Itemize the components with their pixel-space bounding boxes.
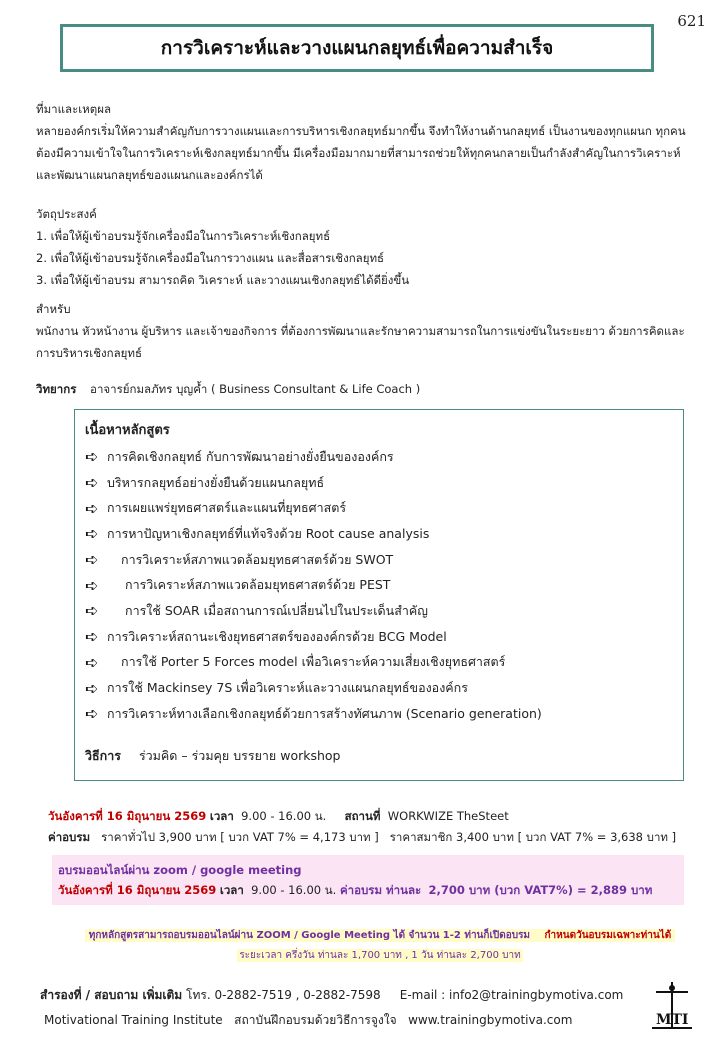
arrow-icon: ➪ <box>85 627 99 647</box>
inquiry-label: สำรองที่ / สอบถาม เพิ่มเติม <box>40 988 183 1002</box>
org-line <box>44 1011 572 1030</box>
fee-line <box>48 827 698 847</box>
org-en: Motivational Training Institute <box>44 1013 223 1027</box>
phone: โทร. 0-2882-7519 , 0-2882-7598 <box>186 988 381 1002</box>
course-item: ➪ การใช้ SOAR เมื่อสถานการณ์เปลี่ยนไปในประเด็นสำคัญ <box>85 601 428 621</box>
arrow-icon: ➪ <box>85 473 99 493</box>
website-link[interactable]: www.trainingbymotiva.com <box>408 1013 573 1027</box>
course-item: ➪ บริหารกลยุทธ์อย่างยั่งยืนด้วยแผนกลยุทธ์ <box>85 473 325 493</box>
audience-heading: สำหรับ <box>36 302 71 316</box>
method-line <box>85 746 341 766</box>
objectives-section <box>36 203 686 291</box>
method-label: วิธีการ <box>85 748 121 763</box>
schedule-time-label: เวลา <box>209 809 234 823</box>
course-title: เนื้อหาหลักสูตร <box>85 423 170 438</box>
online-fee-label: ค่าอบรม ท่านละ <box>339 883 422 897</box>
arrow-icon: ➪ <box>85 652 99 672</box>
course-content-box <box>74 409 684 781</box>
online-time: 9.00 - 16.00 น. <box>251 883 337 897</box>
notice-line2: ระยะเวลา ครึ่งวัน ท่านละ 1,700 บาท , 1 วัน ท่านละ 2,700 บาท <box>239 950 521 961</box>
arrow-icon: ➪ <box>85 678 99 698</box>
objective-item: 3. เพื่อให้ผู้เข้าอบรม สามารถคิด วิเคราะห์ และวางแผนเชิงกลยุทธ์ได้ดียิ่งขึ้น <box>36 273 410 287</box>
venue-label: สถานที่ <box>344 809 381 823</box>
course-item: ➪ การเผยแพร่ยุทธศาสตร์และแผนที่ยุทธศาสตร์ <box>85 498 347 518</box>
schedule-line <box>48 806 698 826</box>
mti-logo <box>650 980 694 1030</box>
course-item: ➪ การใช้ Mackinsey 7S เพื่อวิเคราะห์และวางแผนกลยุทธ์ขององค์กร <box>85 678 468 698</box>
logo-text: MTI <box>656 1012 689 1028</box>
venue: WORKWIZE TheSteet <box>387 809 509 823</box>
schedule-date: วันอังคารที่ 16 มิถุนายน 2569 <box>48 809 207 823</box>
online-box <box>52 855 684 905</box>
arrow-icon: ➪ <box>85 498 99 518</box>
audience-body: พนักงาน หัวหน้างาน ผู้บริหาร และเจ้าของกิจการ ที่ต้องการพัฒนาและรักษาความสามารถในการแข่งขันในระยะยาว ด้วยการคิดและการบริหารเชิงกลยุทธ์ <box>36 324 685 360</box>
arrow-icon: ➪ <box>85 575 99 595</box>
course-item: ➪ การคิดเชิงกลยุทธ์ กับการพัฒนาอย่างยั่งยืนขององค์กร <box>85 447 394 467</box>
objective-item: 2. เพื่อให้ผู้เข้าอบรมรู้จักเครื่องมือในการวางแผน และสื่อสารเชิงกลยุทธ์ <box>36 251 385 265</box>
online-fee: 2,700 บาท (บวก VAT7%) = 2,889 บาท <box>428 883 653 897</box>
background-heading: ที่มาและเหตุผล <box>36 102 112 116</box>
arrow-icon: ➪ <box>85 524 99 544</box>
method-value: ร่วมคิด – ร่วมคุย บรรยาย workshop <box>138 748 341 763</box>
arrow-icon: ➪ <box>85 601 99 621</box>
page-title: การวิเคราะห์และวางแผนกลยุทธ์เพื่อความสำเร็จ <box>160 37 554 59</box>
fee-label: ค่าอบรม <box>48 830 91 844</box>
objective-item: 1. เพื่อให้ผู้เข้าอบรมรู้จักเครื่องมือในการวิเคราะห์เชิงกลยุทธ์ <box>36 229 331 243</box>
lecturer-line <box>36 381 420 399</box>
fee-general: ราคาทั่วไป 3,900 บาท [ บวก VAT 7% = 4,173 บาท ] <box>101 830 379 844</box>
course-item: ➪ การใช้ Porter 5 Forces model เพื่อวิเคราะห์ความเสี่ยงเชิงยุทธศาสตร์ <box>85 652 506 672</box>
schedule-time: 9.00 - 16.00 น. <box>241 809 327 823</box>
notice-line1-highlight: กำหนดวันอบรมเฉพาะท่านได้ <box>544 930 672 941</box>
course-item: ➪ การวิเคราะห์สภาพแวดล้อมยุทธศาสตร์ด้วย SWOT <box>85 550 394 570</box>
course-item: ➪ การวิเคราะห์สภาพแวดล้อมยุทธศาสตร์ด้วย PEST <box>85 575 391 595</box>
notice <box>60 926 700 966</box>
title-box <box>60 24 654 72</box>
page-number: 621 <box>677 12 706 30</box>
course-item: ➪ การวิเคราะห์ทางเลือกเชิงกลยุทธ์ด้วยการสร้างทัศนภาพ (Scenario generation) <box>85 704 542 724</box>
contact-line <box>40 986 623 1005</box>
arrow-icon: ➪ <box>85 447 99 467</box>
fee-member: ราคาสมาชิก 3,400 บาท [ บวก VAT 7% = 3,638 บาท ] <box>389 830 677 844</box>
logo-dot <box>669 985 675 991</box>
org-th: สถาบันฝึกอบรมด้วยวิธีการจูงใจ <box>234 1013 397 1027</box>
background-section <box>36 98 686 186</box>
online-time-label: เวลา <box>219 883 244 897</box>
online-date: วันอังคารที่ 16 มิถุนายน 2569 <box>58 883 217 897</box>
background-body: หลายองค์กรเริ่มให้ความสำคัญกับการวางแผนและการบริหารเชิงกลยุทธ์มากขึ้น จึงทำให้งานด้านกลยุทธ์ เป็นงานของทุกแผนก ทุกคนต้องมีความเข้าใจในการวิเคราะห์เชิงกลยุทธ์มากขึ้น มีเครื่องมือมากมายที่สามารถช่วยให้ทุกคนกลายเป็นกำลังสำคัญในการวิเคราะห์ และพัฒนาแผนกลยุทธ์ของแผนกและองค์กรได้ <box>36 124 686 182</box>
course-item: ➪ การหาปัญหาเชิงกลยุทธ์ที่แท้จริงด้วย Root cause analysis <box>85 524 430 544</box>
course-item: ➪ การวิเคราะห์สถานะเชิงยุทธศาสตร์ขององค์กรด้วย BCG Model <box>85 627 447 647</box>
lecturer-label: วิทยากร <box>36 382 77 396</box>
arrow-icon: ➪ <box>85 550 99 570</box>
lecturer-name: อาจารย์กมลภัทร บุญค้ำ ( Business Consultant & Life Coach ) <box>90 382 421 396</box>
email[interactable]: E-mail : info2@trainingbymotiva.com <box>399 988 624 1002</box>
notice-line1: ทุกหลักสูตรสามารถอบรมออนไลน์ผ่าน ZOOM / Google Meeting ได้ จำนวน 1-2 ท่านก็เปิดอบรม <box>88 930 531 941</box>
online-heading: อบรมออนไลน์ผ่าน zoom / google meeting <box>58 863 302 877</box>
objectives-heading: วัตถุประสงค์ <box>36 207 97 221</box>
audience-section <box>36 298 686 364</box>
arrow-icon: ➪ <box>85 704 99 724</box>
